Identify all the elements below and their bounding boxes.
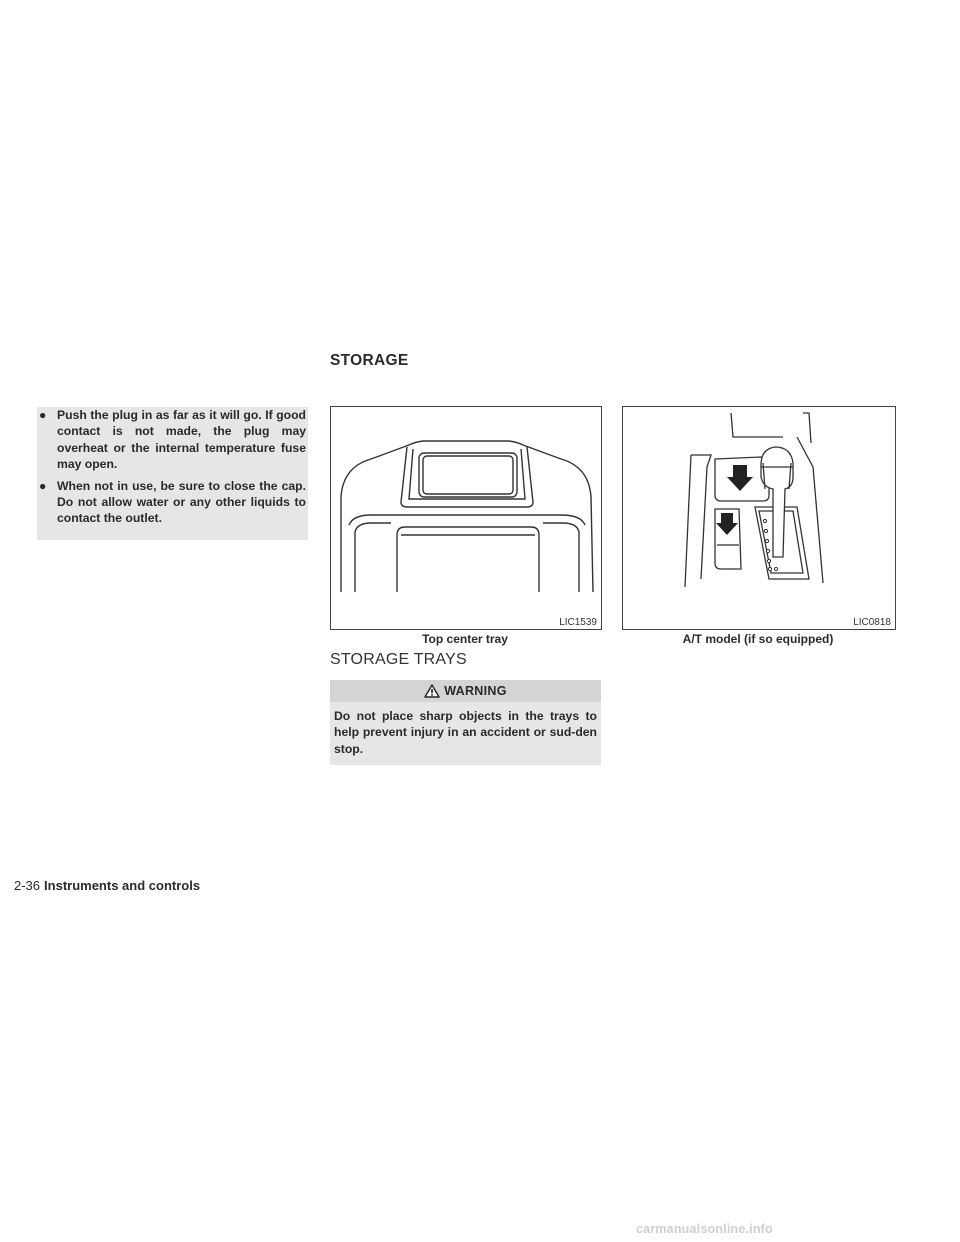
note-text: Push the plug in as far as it will go. If good contact is not made, the plug may overheat or the internal temperature fuse may open. [57, 408, 306, 472]
section-name: Instruments and controls [44, 878, 201, 893]
figure-at-model [622, 406, 896, 630]
page-number: 2-36 [14, 878, 41, 893]
figure-caption: A/T model (if so equipped) [682, 632, 834, 646]
warning-label: WARNING [444, 684, 507, 698]
subheading: STORAGE TRAYS [330, 651, 467, 668]
warning-text: Do not place sharp objects in the trays to help prevent injury in an accident or sud-den stop. [334, 709, 597, 756]
figure-top-center-tray [330, 406, 602, 630]
warning-triangle-icon [424, 684, 440, 698]
watermark: carmanualsonline.info [636, 1222, 773, 1236]
note-item [37, 407, 308, 473]
figure-code: LIC1539 [559, 617, 597, 628]
section-title: STORAGE [330, 352, 409, 369]
notes-block [37, 407, 308, 540]
figure-caption: Top center tray [422, 632, 508, 646]
bullet: ● [39, 478, 47, 493]
at-model-illustration [623, 407, 895, 629]
warning-body [330, 702, 601, 765]
page-footer [14, 878, 200, 893]
bullet: ● [39, 408, 47, 422]
note-item [37, 478, 308, 527]
note-text: When not in use, be sure to close the cap. Do not allow water or any other liquids to contact the outlet. [57, 478, 306, 526]
figure-code: LIC0818 [853, 617, 891, 628]
warning-header [330, 680, 601, 702]
top-center-tray-illustration [331, 407, 601, 629]
